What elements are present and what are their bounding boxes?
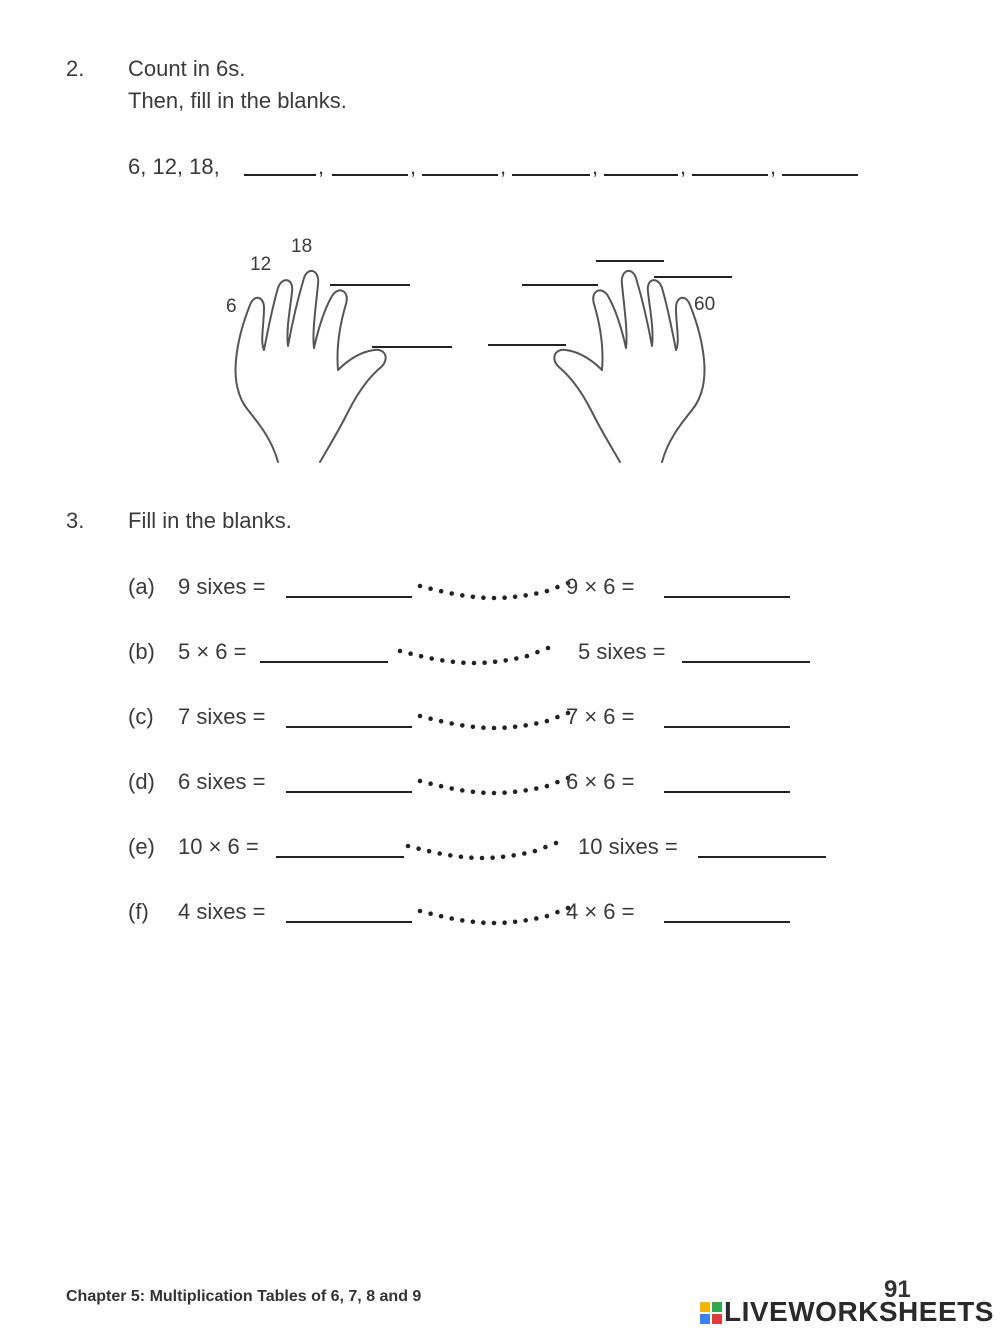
connector-dot xyxy=(545,719,550,724)
row-label: (e) xyxy=(128,834,155,859)
connector-dot xyxy=(503,658,508,663)
seq-blank-7[interactable] xyxy=(782,150,858,176)
connector-dot xyxy=(523,593,528,598)
hand-blank-right-finger3[interactable] xyxy=(654,252,732,278)
seq-blank-1[interactable] xyxy=(244,150,316,176)
connector-dot xyxy=(461,660,466,665)
q2-instruction-line1: Count in 6s. xyxy=(128,56,246,81)
row-left-expression: 9 sixes = xyxy=(178,574,266,599)
connector-dot xyxy=(460,788,465,793)
hand-label-60: 60 xyxy=(694,294,716,315)
row-right-expression: 7 × 6 = xyxy=(566,704,635,729)
q3-number: 3. xyxy=(66,508,85,533)
connector-dot xyxy=(545,784,550,789)
hands-illustration xyxy=(220,250,720,470)
dotted-connector xyxy=(404,838,564,868)
connector-dot xyxy=(448,853,453,858)
row-right-blank[interactable] xyxy=(664,897,790,923)
connector-dot xyxy=(460,918,465,923)
connector-dot xyxy=(523,918,528,923)
row-left-blank[interactable] xyxy=(286,572,412,598)
hand-label-12: 12 xyxy=(250,254,272,275)
connector-dot xyxy=(546,646,551,651)
row-right-expression: 6 × 6 = xyxy=(566,769,635,794)
connector-dot xyxy=(482,660,487,665)
connector-dot xyxy=(514,656,519,661)
connector-dot xyxy=(492,726,497,731)
connector-dot xyxy=(523,788,528,793)
connector-dot xyxy=(501,855,506,860)
connector-dot xyxy=(418,909,423,914)
row-right-blank[interactable] xyxy=(682,637,810,663)
dotted-connector xyxy=(416,578,576,608)
liveworksheets-logo-icon xyxy=(700,1302,722,1324)
connector-dot xyxy=(555,585,560,590)
hand-blank-left-finger4[interactable] xyxy=(330,260,410,286)
connector-dot xyxy=(428,911,433,916)
connector-dot xyxy=(513,790,518,795)
connector-dot xyxy=(545,914,550,919)
seq-blank-5[interactable] xyxy=(604,150,678,176)
dotted-connector xyxy=(416,773,576,803)
connector-dot xyxy=(481,595,486,600)
connector-dot xyxy=(481,725,486,730)
q2-number: 2. xyxy=(66,56,85,81)
q2-instruction-line2: Then, fill in the blanks. xyxy=(128,88,347,113)
connector-dot xyxy=(513,920,518,925)
row-right-blank[interactable] xyxy=(698,832,826,858)
connector-dot xyxy=(513,725,518,730)
connector-dot xyxy=(440,658,445,663)
connector-dot xyxy=(490,855,495,860)
seq-blank-3[interactable] xyxy=(422,150,498,176)
connector-dot xyxy=(545,589,550,594)
row-left-blank[interactable] xyxy=(286,767,412,793)
connector-dot xyxy=(428,716,433,721)
seq-separator: , xyxy=(680,154,687,179)
connector-dot xyxy=(449,591,454,596)
row-label: (a) xyxy=(128,574,155,599)
row-left-blank[interactable] xyxy=(260,637,388,663)
page-number: 91 xyxy=(884,1276,911,1303)
connector-dot xyxy=(418,779,423,784)
row-left-blank[interactable] xyxy=(286,702,412,728)
connector-dot xyxy=(428,781,433,786)
connector-dot xyxy=(502,790,507,795)
connector-dot xyxy=(459,855,464,860)
row-left-expression: 4 sixes = xyxy=(178,899,266,924)
connector-dot xyxy=(534,786,539,791)
connector-dot xyxy=(511,853,516,858)
connector-dot xyxy=(439,784,444,789)
connector-dot xyxy=(481,920,486,925)
connector-dot xyxy=(439,589,444,594)
connector-dot xyxy=(460,723,465,728)
row-left-blank[interactable] xyxy=(286,897,412,923)
hand-blank-right-finger1[interactable] xyxy=(522,260,598,286)
connector-dot xyxy=(460,593,465,598)
row-label: (b) xyxy=(128,639,155,664)
dotted-connector xyxy=(396,643,556,673)
connector-dot xyxy=(469,855,474,860)
connector-dot xyxy=(502,725,507,730)
seq-blank-6[interactable] xyxy=(692,150,768,176)
connector-dot xyxy=(416,846,421,851)
connector-dot xyxy=(408,651,413,656)
hand-blank-left-thumb[interactable] xyxy=(372,322,452,348)
seq-separator: , xyxy=(410,154,417,179)
q2-sequence-given: 6, 12, 18, xyxy=(128,154,220,179)
row-label: (c) xyxy=(128,704,154,729)
row-label: (d) xyxy=(128,769,155,794)
row-left-expression: 5 × 6 = xyxy=(178,639,247,664)
connector-dot xyxy=(480,856,485,861)
seq-separator: , xyxy=(592,154,599,179)
row-right-expression: 9 × 6 = xyxy=(566,574,635,599)
connector-dot xyxy=(502,595,507,600)
connector-dot xyxy=(522,851,527,856)
footer-chapter-title: Chapter 5: Multiplication Tables of 6, 7, 8 and 9 xyxy=(66,1288,422,1305)
brand-name: LIVEWORKSHEETS xyxy=(724,1296,994,1327)
connector-dot xyxy=(471,595,476,600)
row-right-expression: 4 × 6 = xyxy=(566,899,635,924)
right-hand xyxy=(554,271,704,462)
row-right-blank[interactable] xyxy=(664,702,790,728)
hand-label-6: 6 xyxy=(226,296,237,317)
connector-dot xyxy=(472,661,477,666)
connector-dot xyxy=(418,584,423,589)
connector-dot xyxy=(418,714,423,719)
connector-dot xyxy=(449,786,454,791)
connector-dot xyxy=(492,921,497,926)
connector-dot xyxy=(555,910,560,915)
row-left-expression: 6 sixes = xyxy=(178,769,266,794)
row-label: (f) xyxy=(128,899,149,924)
connector-dot xyxy=(481,790,486,795)
seq-separator: , xyxy=(500,154,507,179)
connector-dot xyxy=(534,916,539,921)
connector-dot xyxy=(543,845,548,850)
row-right-blank[interactable] xyxy=(664,572,790,598)
left-hand xyxy=(236,271,386,462)
connector-dot xyxy=(471,790,476,795)
connector-dot xyxy=(492,596,497,601)
connector-dot xyxy=(525,654,530,659)
connector-dot xyxy=(427,849,432,854)
row-left-expression: 10 × 6 = xyxy=(178,834,259,859)
row-left-blank[interactable] xyxy=(276,832,404,858)
q3-instruction: Fill in the blanks. xyxy=(128,508,292,533)
connector-dot xyxy=(398,649,403,654)
connector-dot xyxy=(535,650,540,655)
connector-dot xyxy=(439,914,444,919)
hand-label-18: 18 xyxy=(291,236,313,257)
connector-dot xyxy=(493,660,498,665)
connector-dot xyxy=(555,715,560,720)
dotted-connector xyxy=(416,903,576,933)
connector-dot xyxy=(513,595,518,600)
connector-dot xyxy=(429,656,434,661)
row-right-expression: 10 sixes = xyxy=(578,834,678,859)
row-right-expression: 5 sixes = xyxy=(578,639,666,664)
connector-dot xyxy=(449,916,454,921)
dotted-connector xyxy=(416,708,576,738)
connector-dot xyxy=(471,725,476,730)
connector-dot xyxy=(502,920,507,925)
row-right-blank[interactable] xyxy=(664,767,790,793)
connector-dot xyxy=(534,591,539,596)
connector-dot xyxy=(419,654,424,659)
connector-dot xyxy=(523,723,528,728)
row-left-expression: 7 sixes = xyxy=(178,704,266,729)
connector-dot xyxy=(554,841,559,846)
connector-dot xyxy=(437,851,442,856)
connector-dot xyxy=(534,721,539,726)
connector-dot xyxy=(428,586,433,591)
seq-separator: , xyxy=(770,154,777,179)
connector-dot xyxy=(406,844,411,849)
seq-blank-2[interactable] xyxy=(332,150,408,176)
seq-separator: , xyxy=(318,154,325,179)
connector-dot xyxy=(439,719,444,724)
seq-blank-4[interactable] xyxy=(512,150,590,176)
connector-dot xyxy=(471,920,476,925)
connector-dot xyxy=(492,791,497,796)
connector-dot xyxy=(555,780,560,785)
connector-dot xyxy=(449,721,454,726)
hand-blank-right-thumb[interactable] xyxy=(488,320,566,346)
connector-dot xyxy=(451,660,456,665)
connector-dot xyxy=(533,849,538,854)
